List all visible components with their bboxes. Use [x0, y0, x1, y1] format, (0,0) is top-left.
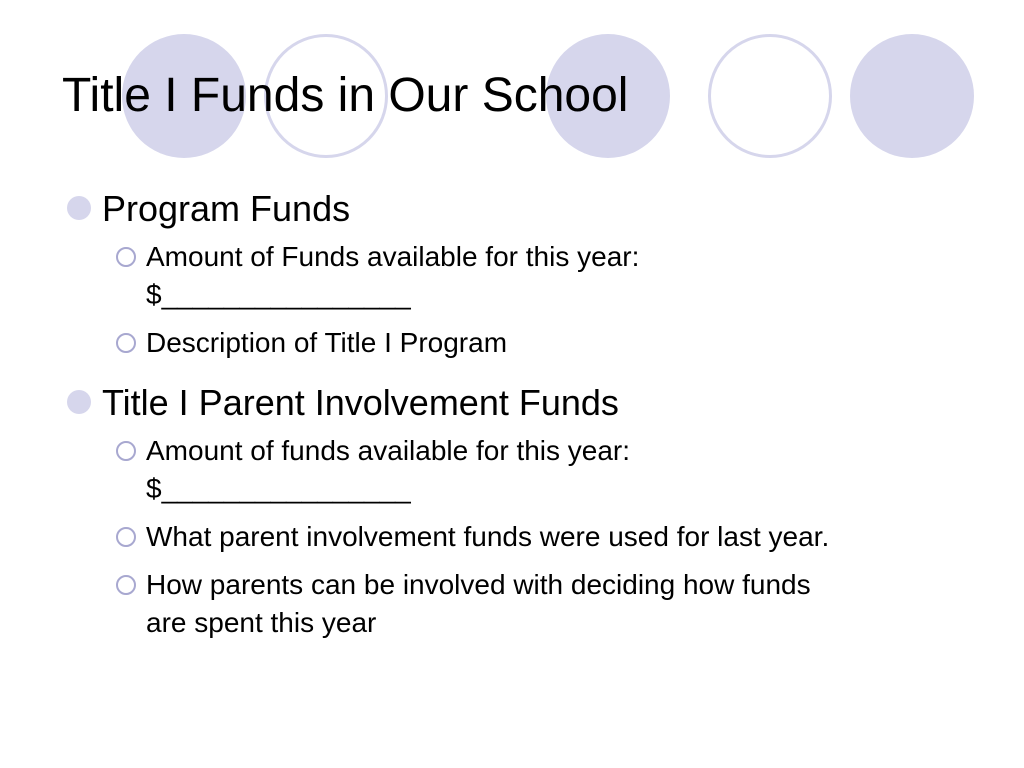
sub-bullet-amount-of-funds	[64, 238, 964, 314]
bullet-text: Program Funds	[102, 188, 351, 229]
filled-circle-bullet-icon	[67, 390, 91, 414]
slide-title: Title I Funds in Our School	[62, 69, 629, 122]
filled-circle-bullet-icon	[67, 196, 91, 220]
hollow-circle-bullet-icon	[116, 441, 136, 461]
bullet-text: Title I Parent Involvement Funds	[102, 382, 619, 423]
sub-list-program-funds	[64, 238, 964, 362]
sub-bullet-description	[64, 324, 964, 362]
sub-bullet-text: What parent involvement funds were used for last year.	[146, 521, 830, 552]
bullet-program-funds	[64, 186, 964, 232]
sub-bullet-text: How parents can be involved with deciding how funds	[146, 569, 811, 600]
sub-bullet-last-year-usage	[64, 518, 964, 556]
sub-bullet-text: are spent this year	[146, 607, 377, 638]
sub-bullet-text: Amount of Funds available for this year:	[146, 241, 640, 272]
sub-bullet-amount-of-funds	[64, 432, 964, 508]
sub-list-parent-involvement	[64, 432, 964, 642]
hollow-circle-bullet-icon	[116, 575, 136, 595]
sub-bullet-text: $________________	[146, 279, 411, 310]
decorative-circle-filled	[850, 34, 974, 158]
hollow-circle-bullet-icon	[116, 527, 136, 547]
decorative-circle-ring	[708, 34, 832, 158]
slide-content	[64, 186, 964, 652]
hollow-circle-bullet-icon	[116, 333, 136, 353]
bullet-parent-involvement-funds	[64, 380, 964, 426]
sub-bullet-parent-involvement	[64, 566, 964, 642]
hollow-circle-bullet-icon	[116, 247, 136, 267]
sub-bullet-text: Amount of funds available for this year:	[146, 435, 631, 466]
sub-bullet-text: $________________	[146, 473, 411, 504]
spacer	[64, 372, 964, 380]
sub-bullet-text: Description of Title I Program	[146, 327, 508, 358]
